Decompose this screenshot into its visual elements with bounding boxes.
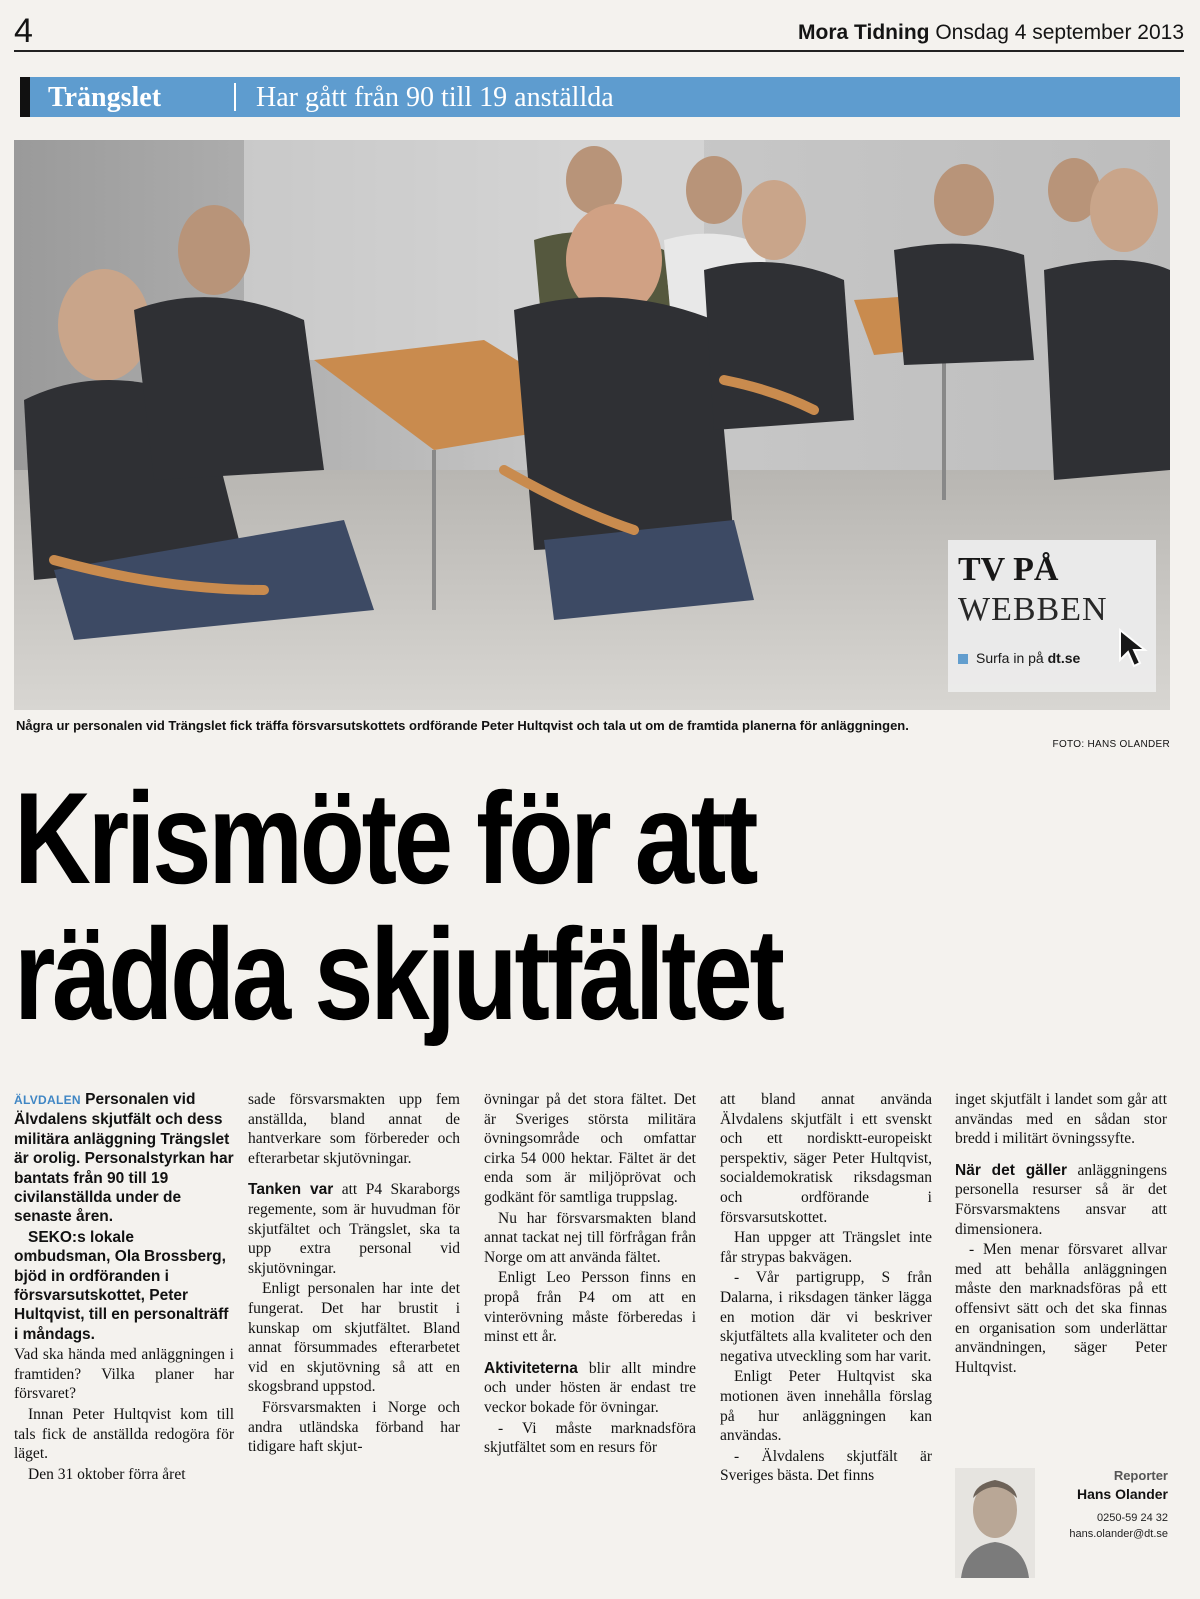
tv-promo-line1: TV PÅ — [958, 551, 1059, 588]
banner-separator — [234, 83, 236, 111]
article-column-1 — [14, 1090, 234, 1590]
headline-line2: rädda skjutfältet — [14, 901, 782, 1047]
body-paragraph: Enligt Leo Persson finns en propå från P4 om att en vinterövning måste förberedas i minst ett år. — [484, 1269, 696, 1346]
header-rule — [14, 50, 1184, 52]
reporter-email[interactable]: hans.olander@dt.se — [1069, 1528, 1168, 1540]
body-paragraph: inget skjutfält i landet som går att användas med en sådan stor bredd i militärt övningssyfte. — [955, 1091, 1167, 1148]
body-paragraph: att bland annat använda Älvdalens skjutfält i ett svenskt och ett nordisktt-europeiskt perspektiv, säger Peter Hultqvist, socialdemokratisk riksdagsman och ordförande i försvarsutskottet. — [720, 1091, 932, 1226]
bullet-square-icon — [958, 654, 968, 664]
reporter-phone: 0250-59 24 32 — [1097, 1512, 1168, 1524]
article-headline — [14, 765, 782, 1047]
issue-date: Onsdag 4 september 2013 — [935, 21, 1184, 44]
article-column-4 — [720, 1090, 932, 1590]
dateline: ÄLVDALEN — [14, 1093, 81, 1107]
banner-headline: Har gått från 90 till 19 anställda — [256, 82, 614, 113]
body-paragraph: sade försvarsmakten upp fem anställda, bland annat de hantverkare som förbereder och efterarbetar skjutövningar. — [248, 1091, 460, 1167]
lead-paragraph-1 — [14, 1090, 234, 1227]
body-paragraph: När det gäller anläggningens personella resurser så är det Försvarsmaktens ansvar att dimensionera. — [955, 1161, 1167, 1238]
body-paragraph: Aktiviteterna blir allt mindre och under hösten är endast tre veckor bokade för övningar. — [484, 1359, 696, 1416]
subhead: Tanken var — [248, 1181, 334, 1199]
reporter-byline — [955, 1464, 1168, 1588]
article-column-2 — [248, 1090, 460, 1590]
photo-caption: Några ur personalen vid Trängslet fick träffa försvarsutskottets ordförande Peter Hultqvist och tala ut om de framtida planerna för anläggningen. — [16, 718, 909, 733]
body-paragraph: Den 31 oktober förra året — [28, 1465, 186, 1483]
subhead: Aktiviteterna — [484, 1359, 578, 1377]
body-paragraph: Nu har försvarsmakten bland annat tackat nej till förfrågan från Norge om att använda fältet. — [484, 1209, 696, 1266]
body-paragraph: - Vi måste marknadsföra skjutfältet som en resurs för — [484, 1419, 696, 1457]
body-paragraph: Enligt Peter Hultqvist ska motionen även innehålla förslag på hur anläggningen kan användas. — [720, 1368, 932, 1445]
photo-credit: FOTO: HANS OLANDER — [1052, 739, 1170, 750]
body-paragraph: Innan Peter Hultqvist kom till tals fick de anställda redogöra för läget. — [14, 1406, 234, 1463]
tv-promo-line2: WEBBEN — [958, 591, 1108, 628]
masthead-line — [798, 22, 1184, 44]
page-number: 4 — [14, 12, 33, 50]
tv-web-promo[interactable] — [948, 540, 1156, 692]
body-paragraph: Han uppger att Trängslet inte får strypas bakvägen. — [720, 1229, 932, 1266]
article-column-3 — [484, 1090, 696, 1590]
banner-kicker: Trängslet — [48, 82, 162, 113]
body-paragraph: Vad ska hända med anläggningen i framtiden? Vilka planer har försvaret? — [14, 1346, 234, 1403]
body-paragraph: Försvarsmakten i Norge och andra utländska förband har tidigare haft skjut- — [248, 1398, 460, 1456]
mouse-cursor-icon — [1118, 628, 1148, 668]
body-paragraph: - Vår partigrupp, S från Dalarna, i riksdagen tänker lägga en motion där vi beskriver skjutfältets alla kvaliteter och den negativa utveckling som har varit. — [720, 1269, 932, 1365]
reporter-portrait — [955, 1468, 1035, 1578]
lead-text-1: Personalen vid Älvdalens skjutfält och dess militära anläggning Trängslet är orolig. Personalstyrkan har bantats från 90 till 19 civilanställda under de senaste åren. — [14, 1091, 234, 1226]
reporter-role: Reporter — [1113, 1468, 1168, 1483]
tv-promo-link[interactable] — [958, 650, 1080, 666]
lead-paragraph-2: SEKO:s lokale ombudsman, Ola Brossberg, bjöd in ordföranden i försvarsutskottet, Peter Hultqvist, till en personalträff i måndags. — [14, 1228, 229, 1343]
tv-promo-prefix: Surfa in på — [976, 650, 1048, 666]
section-banner — [20, 77, 1180, 117]
tv-promo-site: dt.se — [1047, 650, 1081, 666]
banner-marker — [20, 77, 30, 117]
subhead: När det gäller — [955, 1161, 1068, 1179]
paper-name: Mora Tidning — [798, 21, 930, 44]
body-paragraph: - Men menar försvaret allvar med att behålla anläggningen måste den marknadsföras på ett offensivt sätt och det ska finnas en organisation som underlättar användningen, säger Peter Hultqvist. — [955, 1241, 1167, 1376]
body-paragraph: Tanken var att P4 Skaraborgs regemente, som är huvudman för skjutfältet och Trängslet, ska ta upp extra personal vid skjutövningar. — [248, 1181, 460, 1277]
body-paragraph: - Älvdalens skjutfält är Sveriges bästa. Det finns — [720, 1447, 932, 1485]
body-paragraph: Enligt personalen har inte det fungerat. Det har brustit i kunskap om skjutfältet. Bland annat försummades efterarbetet vid en skjutövning så att en skogsbrand uppstod. — [248, 1280, 460, 1396]
headline-line1: Krismöte för att — [14, 765, 756, 911]
reporter-name: Hans Olander — [1076, 1486, 1168, 1502]
body-paragraph: övningar på det stora fältet. Det är Sveriges största militära övningsområde och omfattar cirka 54 000 hektar. Fältet är det enda som är miljöprövat och godkänt för samtliga truppslag. — [484, 1091, 696, 1206]
